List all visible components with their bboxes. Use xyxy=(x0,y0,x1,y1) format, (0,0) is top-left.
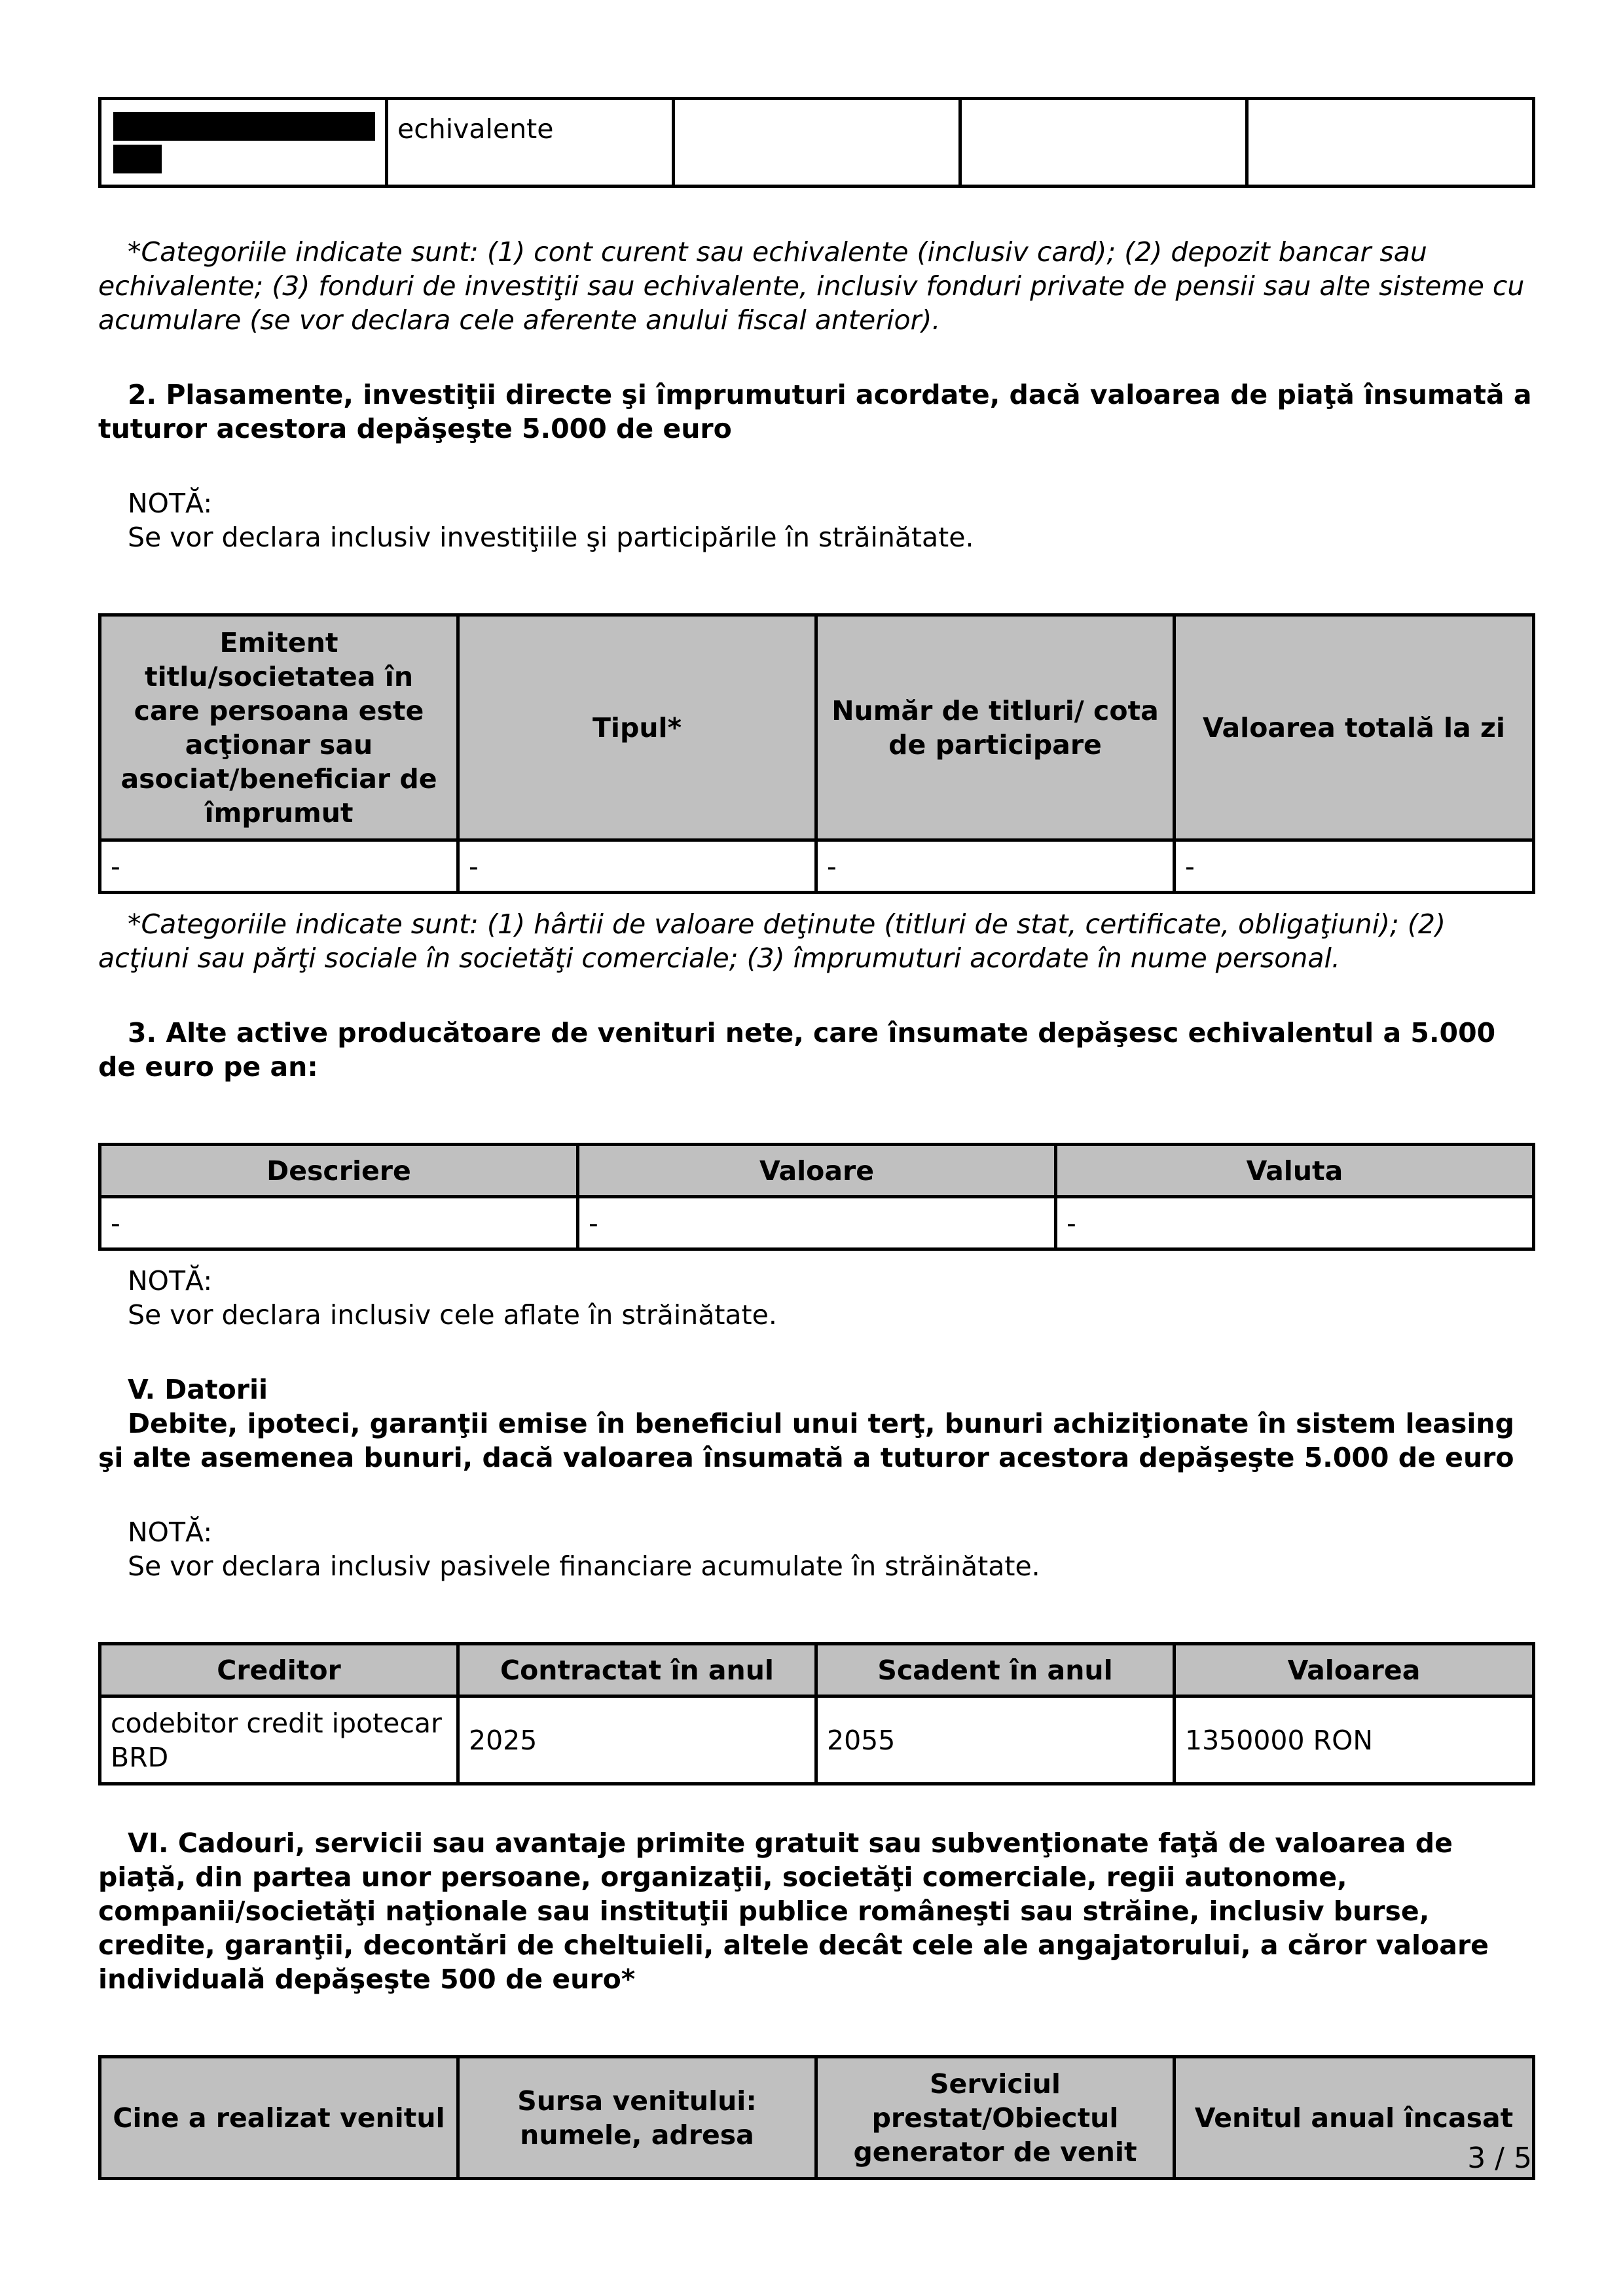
table-cell: codebitor credit ipotecar BRD xyxy=(100,1696,458,1784)
header-emitent: Emitent titlu/societatea în care persoana este acţionar sau asociat/beneficiar de împrumut xyxy=(100,615,458,840)
page-number: 3 / 5 xyxy=(1467,2142,1532,2175)
table-cell xyxy=(674,99,960,187)
table-header-row xyxy=(100,1644,1534,1696)
table-cell: - xyxy=(100,1197,578,1249)
other-assets-table xyxy=(98,1143,1535,1251)
section-5-nota-text: Se vor declara inclusiv pasivele financiare acumulate în străinătate. xyxy=(128,1551,1040,1582)
header-descriere: Descriere xyxy=(100,1145,578,1197)
table-cell: 2055 xyxy=(816,1696,1175,1784)
table-header-row xyxy=(100,2057,1534,2179)
redacted-cell xyxy=(100,99,387,187)
table-cell: - xyxy=(1056,1197,1534,1249)
accounts-table-continuation xyxy=(98,97,1535,188)
table-row xyxy=(100,1696,1534,1784)
table-cell: - xyxy=(578,1197,1056,1249)
document-page xyxy=(98,97,1532,2180)
section-5-title: V. Datorii xyxy=(128,1374,268,1405)
header-cine-a-realizat: Cine a realizat venitul xyxy=(100,2057,458,2179)
redaction-bar xyxy=(113,112,375,141)
table-cell: - xyxy=(458,840,816,893)
header-scadent: Scadent în anul xyxy=(816,1644,1175,1696)
header-valoarea: Valoarea xyxy=(1175,1644,1534,1696)
categories-footnote-1: *Categoriile indicate sunt: (1) cont curent sau echivalente (inclusiv card); (2) depozit bancar sau echivalente; (3) fonduri de investiţii sau echivalente, inclusiv fonduri private de pensii sau alte sisteme cu acumulare (se vor declara cele aferente anului fiscal anterior). xyxy=(98,236,1525,336)
section-5-nota-label: NOTĂ: xyxy=(128,1516,213,1548)
section-6-heading: VI. Cadouri, servicii sau avantaje primite gratuit sau subvenţionate faţă de valoarea de piaţă, din partea unor persoane, organizaţii, societăţi comerciale, regii autonome, companii/societăţi naţionale sau instituţii publice româneşti sau străine, inclusiv burse, credite, garanţii, decontări de cheltuieli, altele decât cele ale angajatorului, a căror valoare individuală depăşeşte 500 de euro* xyxy=(98,1827,1489,1995)
header-tipul: Tipul* xyxy=(458,615,816,840)
table-cell xyxy=(960,99,1247,187)
investments-table xyxy=(98,613,1535,894)
section-3-nota-label: NOTĂ: xyxy=(128,1265,213,1297)
section-3-heading: 3. Alte active producătoare de venituri nete, care însumate depăşesc echivalentul a 5.000 de euro pe an: xyxy=(98,1017,1496,1083)
table-row xyxy=(100,1197,1534,1249)
section-2-heading: 2. Plasamente, investiţii directe şi împrumuturi acordate, dacă valoarea de piaţă însumată a tuturor acestora depăşeşte 5.000 de euro xyxy=(98,379,1532,444)
table-header-row xyxy=(100,615,1534,840)
section-3-nota-text: Se vor declara inclusiv cele aflate în străinătate. xyxy=(128,1299,777,1331)
header-valoarea-totala: Valoarea totală la zi xyxy=(1175,615,1534,840)
section-2-nota-text: Se vor declara inclusiv investiţiile şi participările în străinătate. xyxy=(128,522,974,553)
header-creditor: Creditor xyxy=(100,1644,458,1696)
table-cell: echivalente xyxy=(387,99,674,187)
table-cell: - xyxy=(1175,840,1534,893)
table-cell xyxy=(1247,99,1534,187)
redaction-bar xyxy=(113,145,162,173)
header-serviciul-prestat: Serviciul prestat/Obiectul generator de venit xyxy=(816,2057,1175,2179)
gifts-table xyxy=(98,2055,1535,2180)
section-5-heading: Debite, ipoteci, garanţii emise în beneficiul unui terţ, bunuri achiziţionate în sistem leasing şi alte asemenea bunuri, dacă valoarea însumată a tuturor acestora depăşeşte 5.000 de euro xyxy=(98,1408,1514,1473)
header-numar-titluri: Număr de titluri/ cota de participare xyxy=(816,615,1175,840)
table-row xyxy=(100,99,1534,187)
categories-footnote-2: *Categoriile indicate sunt: (1) hârtii de valoare deţinute (titluri de stat, certificate, obligaţiuni); (2) acţiuni sau părţi sociale în societăţi comerciale; (3) împrumuturi acordate în nume personal. xyxy=(98,908,1446,974)
header-sursa-venitului: Sursa venitului: numele, adresa xyxy=(458,2057,816,2179)
header-valuta: Valuta xyxy=(1056,1145,1534,1197)
table-cell: 1350000 RON xyxy=(1175,1696,1534,1784)
table-cell: - xyxy=(816,840,1175,893)
table-row xyxy=(100,840,1534,893)
debts-table xyxy=(98,1642,1535,1785)
table-cell: - xyxy=(100,840,458,893)
table-header-row xyxy=(100,1145,1534,1197)
section-2-nota-label: NOTĂ: xyxy=(128,488,213,519)
header-contractat: Contractat în anul xyxy=(458,1644,816,1696)
table-cell: 2025 xyxy=(458,1696,816,1784)
header-venitul-anual: Venitul anual încasat xyxy=(1175,2057,1534,2179)
header-valoare: Valoare xyxy=(578,1145,1056,1197)
